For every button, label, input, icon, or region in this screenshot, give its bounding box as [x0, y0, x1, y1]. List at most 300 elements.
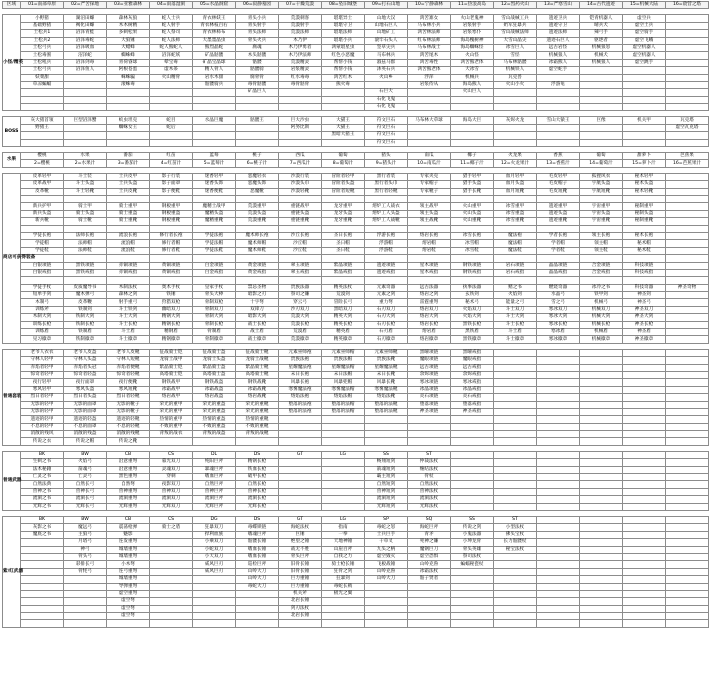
table-cell[interactable]: 蛇人士兵 [150, 15, 193, 22]
table-cell[interactable] [494, 379, 537, 386]
table-cell[interactable] [408, 139, 451, 146]
table-cell[interactable]: 秘术轻甲 [623, 173, 666, 180]
table-cell[interactable] [537, 371, 580, 378]
table-cell[interactable]: 紫晶骑士靴 [236, 364, 279, 371]
table-cell[interactable] [408, 277, 451, 284]
table-cell[interactable]: 奥术手杖 [150, 284, 193, 291]
table-cell[interactable] [666, 104, 709, 111]
table-cell[interactable]: 魔术师长袍 [236, 232, 279, 239]
table-cell[interactable]: 奶军狂暴兵 [494, 22, 537, 29]
table-cell[interactable] [580, 553, 623, 560]
table-cell[interactable]: 熔岩帽 [408, 240, 451, 247]
table-cell[interactable]: 赤焰者便靴 [107, 364, 150, 371]
table-cell[interactable]: 基础野猪 [21, 22, 64, 29]
table-cell[interactable] [322, 459, 365, 466]
table-cell[interactable] [580, 74, 623, 81]
table-cell[interactable]: 雪山战械法师 [494, 30, 537, 37]
table-cell[interactable]: 熔炉工人头盔 [365, 210, 408, 217]
table-cell[interactable]: 木乃伊 [279, 37, 322, 44]
table-cell[interactable] [623, 357, 666, 364]
table-cell[interactable]: 寒雾魔法帽 [322, 386, 365, 393]
table-cell[interactable]: 嗜魂巨斧 [236, 531, 279, 538]
table-cell[interactable] [666, 22, 709, 29]
table-cell[interactable] [64, 132, 107, 139]
table-cell[interactable]: 铁血长枪 [236, 466, 279, 473]
table-cell[interactable]: 影子面罩 [150, 181, 193, 188]
table-cell[interactable]: 遗迹戒指 [365, 269, 408, 276]
table-cell[interactable]: 铁锤 [150, 292, 193, 299]
table-cell[interactable] [623, 394, 666, 401]
table-cell[interactable]: 皇家手杖 [193, 284, 236, 291]
table-cell[interactable] [580, 379, 623, 386]
table-cell[interactable]: 腐魂 [236, 44, 279, 51]
table-cell[interactable] [494, 408, 537, 415]
table-cell[interactable]: 沼泽鱼人 [64, 67, 107, 74]
table-cell[interactable]: 紫晶骑士铠 [150, 364, 193, 371]
table-cell[interactable]: 火山怪 [451, 52, 494, 59]
table-cell[interactable] [64, 195, 107, 202]
table-cell[interactable]: 魔钢巨刀 [408, 546, 451, 553]
table-cell[interactable]: 斗士大剑 [107, 314, 150, 321]
table-cell[interactable] [365, 195, 408, 202]
table-cell[interactable]: 飞板战锤 [365, 561, 408, 568]
table-cell[interactable]: 熔炉工人战衣 [365, 203, 408, 210]
table-cell[interactable]: 血月短靴 [494, 188, 537, 195]
table-cell[interactable]: 坚草尖兵 [365, 44, 408, 51]
table-cell[interactable] [322, 481, 365, 488]
table-cell[interactable]: 沙漠头巾 [279, 181, 322, 188]
table-cell[interactable] [107, 89, 150, 96]
table-cell[interactable] [236, 124, 279, 131]
table-cell[interactable]: 蛇目 [150, 117, 193, 124]
table-cell[interactable]: 影子便鞋 [150, 188, 193, 195]
table-cell[interactable] [451, 132, 494, 139]
table-cell[interactable] [365, 605, 408, 612]
table-cell[interactable]: 巨型沼泽蟹 [64, 117, 107, 124]
table-cell[interactable]: CS [150, 451, 193, 458]
table-cell[interactable]: 火焰弓 [64, 459, 107, 466]
table-cell[interactable]: 神圣项链 [408, 408, 451, 415]
table-cell[interactable]: 石刃盾 [365, 329, 408, 336]
table-cell[interactable] [322, 605, 365, 612]
table-cell[interactable]: 星木戒指 [408, 269, 451, 276]
table-cell[interactable]: 石化飞鬼 [365, 104, 408, 111]
table-cell[interactable]: GT [279, 451, 322, 458]
table-cell[interactable] [666, 474, 709, 481]
table-cell[interactable] [451, 438, 494, 445]
table-cell[interactable]: 合金项链 [580, 262, 623, 269]
table-cell[interactable] [580, 371, 623, 378]
table-cell[interactable] [537, 225, 580, 232]
column-header[interactable]: 03=亚雅森林 [107, 2, 150, 9]
table-cell[interactable] [623, 598, 666, 605]
table-cell[interactable]: 10=南瓜汁 [408, 160, 451, 167]
table-cell[interactable]: 荣光的重盔 [193, 401, 236, 408]
table-cell[interactable] [236, 613, 279, 620]
table-cell[interactable] [408, 620, 451, 627]
table-cell[interactable]: 铁制盾 [64, 329, 107, 336]
table-cell[interactable] [193, 195, 236, 202]
table-cell[interactable] [64, 613, 107, 620]
table-cell[interactable] [623, 124, 666, 131]
table-cell[interactable]: 海岛大巨 [451, 117, 494, 124]
table-cell[interactable]: 红色小恶魔 [322, 52, 365, 59]
table-cell[interactable]: 沿意重弩 [107, 459, 150, 466]
table-cell[interactable]: 土松吼兵 [21, 59, 64, 66]
table-cell[interactable] [279, 255, 322, 262]
table-cell[interactable]: 短单手剑 [21, 292, 64, 299]
table-cell[interactable]: 寒冰戒指 [451, 379, 494, 386]
table-cell[interactable]: 骷髅长锤 [236, 539, 279, 546]
table-cell[interactable]: 骷髅王 [236, 117, 279, 124]
table-cell[interactable]: 寒冰徽章 [537, 336, 580, 343]
table-cell[interactable]: 青荷睿球 [107, 59, 150, 66]
table-cell[interactable] [666, 292, 709, 299]
table-cell[interactable] [623, 401, 666, 408]
table-cell[interactable]: 双锋刀 [236, 306, 279, 313]
table-cell[interactable]: 赤铜戒指 [107, 269, 150, 276]
table-cell[interactable]: 黄金项链 [236, 262, 279, 269]
table-cell[interactable]: 虚木茶 [150, 67, 193, 74]
table-cell[interactable]: 遗迹的轻盔 [64, 416, 107, 423]
table-cell[interactable]: 遗迹守卫 [537, 22, 580, 29]
table-cell[interactable]: 黑暗大猪王 [322, 132, 365, 139]
table-cell[interactable] [623, 496, 666, 503]
table-cell[interactable]: 精钢徽章 [150, 336, 193, 343]
table-cell[interactable] [21, 590, 64, 597]
table-cell[interactable]: 冒险者短靴 [322, 188, 365, 195]
table-cell[interactable]: 3=番茄汁 [107, 160, 150, 167]
table-cell[interactable]: 精钢大剑 [150, 314, 193, 321]
table-cell[interactable] [193, 225, 236, 232]
table-cell[interactable] [666, 247, 709, 254]
table-cell[interactable]: 沙漠轻靴 [279, 188, 322, 195]
table-cell[interactable]: 能量之弓 [494, 299, 537, 306]
table-cell[interactable]: 机械犬 [580, 52, 623, 59]
table-cell[interactable]: 沼泽剑毒 [64, 59, 107, 66]
table-cell[interactable] [21, 132, 64, 139]
table-cell[interactable]: 瓦克塔 [666, 117, 709, 124]
table-cell[interactable] [666, 277, 709, 284]
table-cell[interactable]: 法术秘籍 [21, 466, 64, 473]
table-cell[interactable]: 遗迹重甲 [537, 203, 580, 210]
table-cell[interactable] [365, 423, 408, 430]
table-cell[interactable] [537, 590, 580, 597]
table-cell[interactable] [64, 605, 107, 612]
table-cell[interactable]: 贵族法帽 [322, 357, 365, 364]
column-header[interactable]: 05=水晶洞窟 [193, 2, 236, 9]
table-cell[interactable] [365, 255, 408, 262]
table-cell[interactable] [537, 613, 580, 620]
table-cell[interactable]: 翠玉戒指 [279, 269, 322, 276]
table-cell[interactable]: 青矛 [408, 531, 451, 538]
table-cell[interactable]: 荒漠头盔 [236, 210, 279, 217]
table-cell[interactable] [279, 277, 322, 284]
table-cell[interactable]: 13=香蕉汁 [537, 160, 580, 167]
table-cell[interactable]: 机械长枪 [580, 321, 623, 328]
table-cell[interactable] [494, 225, 537, 232]
table-cell[interactable] [666, 590, 709, 597]
table-cell[interactable]: 滚牢石头人 [365, 37, 408, 44]
table-cell[interactable] [193, 590, 236, 597]
table-cell[interactable] [623, 459, 666, 466]
table-cell[interactable] [623, 386, 666, 393]
table-cell[interactable] [193, 438, 236, 445]
table-cell[interactable]: 堕落的法袍 [279, 408, 322, 415]
table-cell[interactable] [623, 89, 666, 96]
table-cell[interactable]: 消散的残靴 [107, 431, 150, 438]
table-cell[interactable]: 元素奇器 [365, 284, 408, 291]
table-cell[interactable]: 9=猪头汁 [365, 160, 408, 167]
table-cell[interactable]: 遗迹石巨人 [537, 37, 580, 44]
table-cell[interactable] [537, 379, 580, 386]
table-cell[interactable] [666, 481, 709, 488]
table-cell[interactable] [580, 255, 623, 262]
table-cell[interactable] [322, 598, 365, 605]
table-cell[interactable]: 木乃伊勇者 [279, 44, 322, 51]
table-cell[interactable]: 战士长枪 [236, 321, 279, 328]
table-cell[interactable]: LG [322, 451, 365, 458]
table-cell[interactable]: 火山重靴 [451, 218, 494, 225]
table-cell[interactable] [666, 52, 709, 59]
table-cell[interactable]: 不败的重靴 [236, 423, 279, 430]
table-cell[interactable]: 雪之弓 [537, 299, 580, 306]
table-cell[interactable] [494, 386, 537, 393]
table-cell[interactable] [279, 89, 322, 96]
table-cell[interactable]: 学者长袍 [537, 232, 580, 239]
table-cell[interactable]: 烈日者轻靴 [107, 394, 150, 401]
table-cell[interactable]: 冰雪重靴 [494, 218, 537, 225]
table-cell[interactable]: 不息的面罩 [64, 423, 107, 430]
table-cell[interactable] [666, 67, 709, 74]
table-cell[interactable]: 佛头宝杖 [494, 531, 537, 538]
table-cell[interactable]: 石刃徽章 [365, 336, 408, 343]
table-cell[interactable] [537, 517, 580, 524]
table-cell[interactable]: 冰雪帽 [451, 240, 494, 247]
table-cell[interactable] [666, 431, 709, 438]
table-cell[interactable] [666, 394, 709, 401]
table-cell[interactable] [494, 568, 537, 575]
table-cell[interactable]: 流浪长袍 [107, 232, 150, 239]
table-cell[interactable]: 亡灵之书 [21, 474, 64, 481]
table-cell[interactable]: 精人骨人 [193, 67, 236, 74]
table-cell[interactable] [580, 539, 623, 546]
table-cell[interactable] [451, 503, 494, 510]
table-cell[interactable]: 鸿苦毒性 [408, 59, 451, 66]
table-cell[interactable]: 冰霜法杖 [408, 568, 451, 575]
table-cell[interactable] [193, 96, 236, 103]
table-cell[interactable] [537, 438, 580, 445]
table-cell[interactable] [623, 255, 666, 262]
table-cell[interactable] [408, 605, 451, 612]
table-cell[interactable]: 小木弩 [107, 561, 150, 568]
table-cell[interactable]: 雷霆重弩 [408, 299, 451, 306]
table-cell[interactable] [666, 531, 709, 538]
table-cell[interactable]: 鸿苦林法师 [408, 30, 451, 37]
table-cell[interactable] [666, 336, 709, 343]
table-cell[interactable]: 山岭克鲁 [408, 561, 451, 568]
table-cell[interactable] [494, 132, 537, 139]
table-cell[interactable]: 十字弩 [236, 299, 279, 306]
table-cell[interactable] [537, 583, 580, 590]
table-cell[interactable]: 荒漠大剑 [279, 314, 322, 321]
table-cell[interactable] [623, 195, 666, 202]
table-cell[interactable] [279, 474, 322, 481]
table-cell[interactable]: 葡萄 [322, 153, 365, 160]
table-cell[interactable]: 寒雾魔法袍 [279, 386, 322, 393]
table-cell[interactable]: 热情的重盔 [193, 416, 236, 423]
table-cell[interactable] [322, 255, 365, 262]
table-cell[interactable]: 迷香便鞋 [193, 188, 236, 195]
table-cell[interactable] [21, 546, 64, 553]
table-cell[interactable] [580, 488, 623, 495]
table-cell[interactable] [150, 546, 193, 553]
table-cell[interactable]: 震荡枪弹 [107, 524, 150, 531]
table-cell[interactable]: 魔精头盔 [193, 210, 236, 217]
table-cell[interactable]: 蝙蝠秘瓷杖 [451, 561, 494, 568]
table-cell[interactable]: 毒蝶锁链 [236, 524, 279, 531]
table-cell[interactable]: 精英长枪 [322, 321, 365, 328]
table-cell[interactable]: 机械狼人 [580, 59, 623, 66]
table-cell[interactable]: 战士盾 [236, 329, 279, 336]
table-cell[interactable] [279, 416, 322, 423]
table-cell[interactable]: 马布林小兵 [408, 22, 451, 29]
table-cell[interactable]: LG [322, 517, 365, 524]
table-cell[interactable] [537, 386, 580, 393]
table-cell[interactable] [322, 277, 365, 284]
table-cell[interactable] [666, 451, 709, 458]
table-cell[interactable]: 北岩长锤 [279, 613, 322, 620]
table-cell[interactable] [537, 568, 580, 575]
table-cell[interactable]: 荣光的重靴 [236, 401, 279, 408]
table-cell[interactable]: 野猪王 [21, 124, 64, 131]
table-cell[interactable]: 嗜血巨斧 [193, 474, 236, 481]
table-cell[interactable] [408, 104, 451, 111]
table-cell[interactable]: 彩排长弓 [64, 561, 107, 568]
table-cell[interactable]: 石刃双刀 [365, 306, 408, 313]
table-cell[interactable]: 小野猪 [21, 15, 64, 22]
table-cell[interactable] [623, 139, 666, 146]
table-cell[interactable]: 流浪帽 [107, 240, 150, 247]
table-cell[interactable] [580, 613, 623, 620]
table-cell[interactable]: 小蛇双刀 [193, 546, 236, 553]
table-cell[interactable]: 自然长弓 [64, 481, 107, 488]
table-cell[interactable]: 荒漠刺客 [279, 15, 322, 22]
table-cell[interactable]: 训练盾 [21, 329, 64, 336]
table-cell[interactable]: 神圣弓 [623, 299, 666, 306]
table-cell[interactable]: 魔术师帽 [236, 240, 279, 247]
table-cell[interactable]: 科技项链 [623, 262, 666, 269]
table-cell[interactable]: 小乘双刀 [193, 539, 236, 546]
table-cell[interactable] [21, 583, 64, 590]
table-cell[interactable]: 16=芭蕉果汁 [666, 160, 709, 167]
table-cell[interactable] [365, 613, 408, 620]
table-cell[interactable]: 学者帽 [537, 240, 580, 247]
table-cell[interactable]: 学徒帽 [21, 240, 64, 247]
table-cell[interactable]: 桃子 [236, 153, 279, 160]
table-cell[interactable] [322, 488, 365, 495]
table-cell[interactable] [236, 277, 279, 284]
table-cell[interactable]: 骑士枪长锤 [322, 561, 365, 568]
table-cell[interactable]: 熔岩之剑 [408, 292, 451, 299]
table-cell[interactable]: 远古戒指 [451, 364, 494, 371]
table-cell[interactable] [494, 474, 537, 481]
table-cell[interactable] [537, 488, 580, 495]
table-cell[interactable]: 紫晶戒指 [322, 269, 365, 276]
table-cell[interactable]: 无影的靴子 [107, 408, 150, 415]
table-cell[interactable]: 番茄 [107, 153, 150, 160]
table-cell[interactable]: 蚁虫坦克 [107, 117, 150, 124]
table-cell[interactable] [537, 531, 580, 538]
table-cell[interactable]: 月塔弓 [64, 539, 107, 546]
table-cell[interactable]: 禁忌圣物 [236, 284, 279, 291]
table-cell[interactable] [322, 466, 365, 473]
table-cell[interactable] [107, 225, 150, 232]
table-cell[interactable]: 冰霜熊人 [537, 59, 580, 66]
table-cell[interactable] [236, 225, 279, 232]
table-cell[interactable] [408, 195, 451, 202]
table-cell[interactable]: 威风巨刃 [193, 561, 236, 568]
table-cell[interactable]: SS [365, 451, 408, 458]
table-cell[interactable] [580, 357, 623, 364]
table-cell[interactable]: 虚空兵 [623, 15, 666, 22]
table-cell[interactable] [580, 96, 623, 103]
table-cell[interactable]: 科技奇器 [623, 284, 666, 291]
table-cell[interactable]: 堕落的法袍 [279, 401, 322, 408]
table-cell[interactable]: 龙牙头盔 [322, 210, 365, 217]
table-cell[interactable] [21, 96, 64, 103]
table-cell[interactable]: 迷香轻甲 [193, 173, 236, 180]
table-cell[interactable] [537, 89, 580, 96]
table-cell[interactable]: 精英法杖 [322, 284, 365, 291]
table-cell[interactable]: 斗士装 [64, 173, 107, 180]
table-cell[interactable] [279, 195, 322, 202]
table-cell[interactable]: 骷子贤者 [408, 576, 451, 583]
table-cell[interactable]: 沙丘鞋 [279, 247, 322, 254]
table-cell[interactable]: 兽神法杖 [408, 488, 451, 495]
table-cell[interactable]: 秘术帽 [623, 240, 666, 247]
section-label[interactable]: 商店可获得装备 [3, 173, 21, 343]
table-cell[interactable]: 机械兵 [451, 74, 494, 81]
table-cell[interactable] [666, 195, 709, 202]
table-cell[interactable]: 12=火龙果汁 [494, 160, 537, 167]
table-cell[interactable]: 青衣林枝百右 [193, 22, 236, 29]
table-cell[interactable]: 虚空机器人 [623, 52, 666, 59]
table-cell[interactable]: 堕落的法帽 [322, 408, 365, 415]
table-cell[interactable]: 领主战靴 [408, 218, 451, 225]
table-cell[interactable] [107, 277, 150, 284]
table-cell[interactable] [537, 496, 580, 503]
table-cell[interactable]: 魔术师鞋 [236, 247, 279, 254]
table-cell[interactable]: 岩浆寒仆 [451, 30, 494, 37]
table-cell[interactable]: 骷髅 [236, 59, 279, 66]
table-cell[interactable] [193, 598, 236, 605]
table-cell[interactable] [623, 225, 666, 232]
table-cell[interactable]: 皮革鞭 [64, 299, 107, 306]
table-cell[interactable] [279, 104, 322, 111]
table-cell[interactable] [64, 124, 107, 131]
table-cell[interactable]: 领主鞋 [580, 247, 623, 254]
table-cell[interactable] [666, 89, 709, 96]
table-cell[interactable]: 重链头盔 [279, 210, 322, 217]
table-cell[interactable] [580, 386, 623, 393]
table-cell[interactable] [537, 451, 580, 458]
table-cell[interactable] [451, 598, 494, 605]
table-cell[interactable]: 不败的重盔 [193, 423, 236, 430]
table-cell[interactable]: 斗士盾 [494, 329, 537, 336]
table-cell[interactable]: 机械狼怒 [580, 44, 623, 51]
table-cell[interactable]: 重链战甲 [279, 203, 322, 210]
